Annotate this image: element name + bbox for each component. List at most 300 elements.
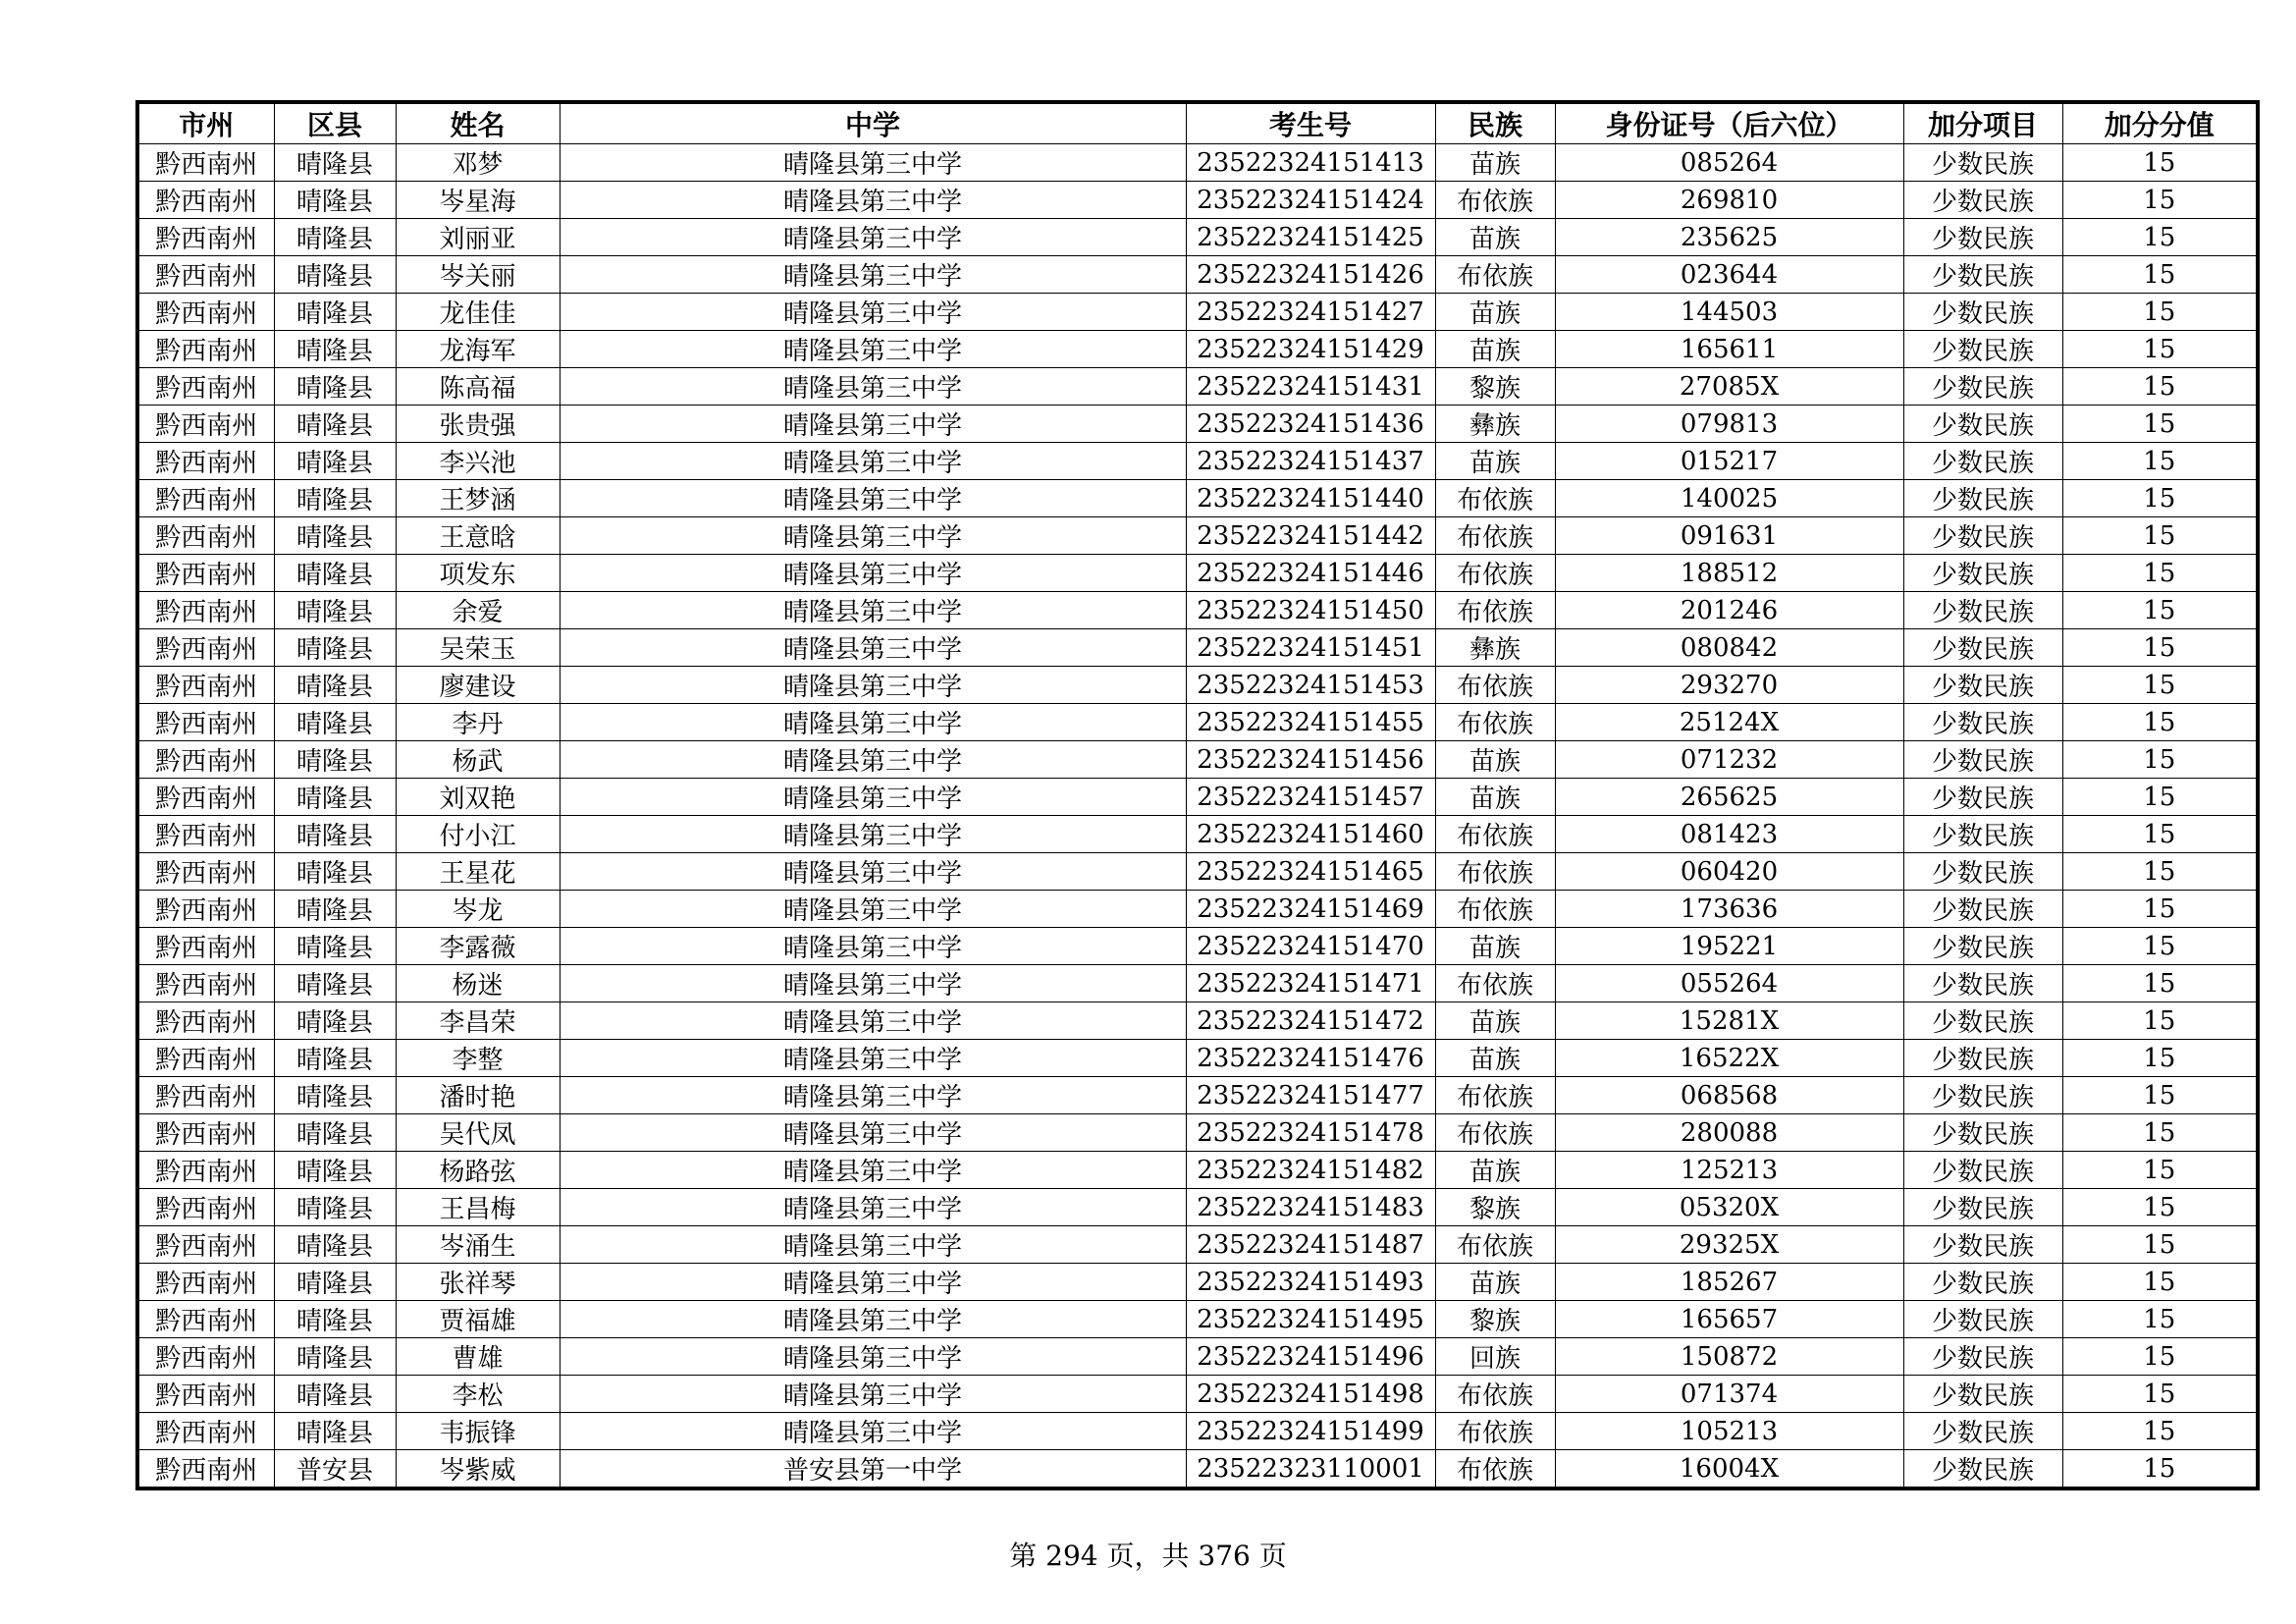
cell-bonus-item: 少数民族: [1903, 1152, 2062, 1189]
cell-city: 黔西南州: [137, 779, 274, 816]
cell-city: 黔西南州: [137, 1226, 274, 1264]
cell-ethnicity: 布依族: [1435, 1450, 1555, 1489]
cell-city: 黔西南州: [137, 741, 274, 779]
cell-county: 晴隆县: [274, 294, 396, 331]
cell-bonus-item: 少数民族: [1903, 853, 2062, 891]
cell-bonus-value: 15: [2062, 144, 2258, 182]
cell-bonus-item: 少数民族: [1903, 1376, 2062, 1413]
table-row: [137, 1226, 2258, 1264]
cell-bonus-value: 15: [2062, 1040, 2258, 1077]
cell-name: 吴荣玉: [396, 629, 560, 667]
cell-bonus-item: 少数民族: [1903, 1413, 2062, 1450]
cell-bonus-value: 15: [2062, 928, 2258, 965]
cell-id-suffix: 25124X: [1555, 704, 1903, 741]
cell-ethnicity: 回族: [1435, 1338, 1555, 1376]
cell-ethnicity: 布依族: [1435, 480, 1555, 517]
cell-bonus-item: 少数民族: [1903, 294, 2062, 331]
table-row: [137, 144, 2258, 182]
cell-id-suffix: 235625: [1555, 219, 1903, 256]
cell-bonus-value: 15: [2062, 480, 2258, 517]
cell-exam-number: 23522324151456: [1186, 741, 1435, 779]
cell-id-suffix: 29325X: [1555, 1226, 1903, 1264]
cell-exam-number: 23522324151499: [1186, 1413, 1435, 1450]
cell-bonus-value: 15: [2062, 741, 2258, 779]
cell-bonus-item: 少数民族: [1903, 704, 2062, 741]
cell-county: 晴隆县: [274, 891, 396, 928]
cell-name: 王星花: [396, 853, 560, 891]
cell-exam-number: 23522324151495: [1186, 1301, 1435, 1338]
cell-school: 晴隆县第三中学: [560, 1338, 1186, 1376]
cell-county: 晴隆县: [274, 779, 396, 816]
cell-county: 晴隆县: [274, 928, 396, 965]
cell-name: 岑紫威: [396, 1450, 560, 1489]
cell-exam-number: 23522324151482: [1186, 1152, 1435, 1189]
cell-bonus-value: 15: [2062, 1264, 2258, 1301]
cell-bonus-item: 少数民族: [1903, 517, 2062, 555]
cell-id-suffix: 188512: [1555, 555, 1903, 592]
cell-city: 黔西南州: [137, 368, 274, 406]
cell-id-suffix: 27085X: [1555, 368, 1903, 406]
cell-name: 龙佳佳: [396, 294, 560, 331]
cell-school: 晴隆县第三中学: [560, 928, 1186, 965]
cell-county: 普安县: [274, 1450, 396, 1489]
cell-bonus-value: 15: [2062, 965, 2258, 1002]
table-row: [137, 517, 2258, 555]
cell-ethnicity: 布依族: [1435, 1413, 1555, 1450]
cell-bonus-value: 15: [2062, 219, 2258, 256]
cell-exam-number: 23522324151493: [1186, 1264, 1435, 1301]
cell-ethnicity: 布依族: [1435, 1226, 1555, 1264]
cell-city: 黔西南州: [137, 816, 274, 853]
cell-city: 黔西南州: [137, 144, 274, 182]
cell-id-suffix: 071374: [1555, 1376, 1903, 1413]
cell-bonus-value: 15: [2062, 1152, 2258, 1189]
cell-bonus-item: 少数民族: [1903, 219, 2062, 256]
cell-bonus-value: 15: [2062, 667, 2258, 704]
cell-county: 晴隆县: [274, 1114, 396, 1152]
cell-id-suffix: 165611: [1555, 331, 1903, 368]
cell-county: 晴隆县: [274, 853, 396, 891]
cell-exam-number: 23522324151496: [1186, 1338, 1435, 1376]
table-row: [137, 294, 2258, 331]
cell-id-suffix: 16004X: [1555, 1450, 1903, 1489]
cell-id-suffix: 023644: [1555, 256, 1903, 294]
cell-county: 晴隆县: [274, 741, 396, 779]
cell-exam-number: 23522324151483: [1186, 1189, 1435, 1226]
table-row: [137, 331, 2258, 368]
cell-id-suffix: 293270: [1555, 667, 1903, 704]
cell-name: 刘双艳: [396, 779, 560, 816]
cell-id-suffix: 201246: [1555, 592, 1903, 629]
cell-city: 黔西南州: [137, 704, 274, 741]
cell-ethnicity: 苗族: [1435, 1152, 1555, 1189]
cell-name: 王梦涵: [396, 480, 560, 517]
cell-school: 晴隆县第三中学: [560, 1226, 1186, 1264]
cell-bonus-item: 少数民族: [1903, 144, 2062, 182]
cell-exam-number: 23522324151427: [1186, 294, 1435, 331]
cell-school: 晴隆县第三中学: [560, 1152, 1186, 1189]
cell-exam-number: 23522324151476: [1186, 1040, 1435, 1077]
cell-county: 晴隆县: [274, 1264, 396, 1301]
cell-bonus-value: 15: [2062, 592, 2258, 629]
cell-name: 杨迷: [396, 965, 560, 1002]
cell-city: 黔西南州: [137, 331, 274, 368]
cell-exam-number: 23522324151429: [1186, 331, 1435, 368]
table-row: [137, 928, 2258, 965]
cell-city: 黔西南州: [137, 1264, 274, 1301]
cell-bonus-value: 15: [2062, 1413, 2258, 1450]
cell-county: 晴隆县: [274, 219, 396, 256]
cell-exam-number: 23522324151465: [1186, 853, 1435, 891]
cell-school: 晴隆县第三中学: [560, 1114, 1186, 1152]
cell-name: 岑涌生: [396, 1226, 560, 1264]
cell-school: 晴隆县第三中学: [560, 779, 1186, 816]
cell-school: 晴隆县第三中学: [560, 406, 1186, 443]
cell-city: 黔西南州: [137, 1152, 274, 1189]
cell-school: 晴隆县第三中学: [560, 182, 1186, 219]
cell-name: 李兴池: [396, 443, 560, 480]
cell-id-suffix: 071232: [1555, 741, 1903, 779]
cell-name: 潘时艳: [396, 1077, 560, 1114]
cell-id-suffix: 079813: [1555, 406, 1903, 443]
cell-bonus-value: 15: [2062, 331, 2258, 368]
cell-exam-number: 23522324151472: [1186, 1002, 1435, 1040]
cell-ethnicity: 彝族: [1435, 629, 1555, 667]
cell-bonus-item: 少数民族: [1903, 1002, 2062, 1040]
cell-bonus-item: 少数民族: [1903, 1226, 2062, 1264]
cell-county: 晴隆县: [274, 1189, 396, 1226]
column-header-school: 中学: [560, 102, 1186, 144]
cell-school: 晴隆县第三中学: [560, 1264, 1186, 1301]
table-row: [137, 704, 2258, 741]
cell-bonus-item: 少数民族: [1903, 555, 2062, 592]
cell-ethnicity: 黎族: [1435, 1189, 1555, 1226]
table-row: [137, 219, 2258, 256]
cell-name: 王意晗: [396, 517, 560, 555]
cell-id-suffix: 140025: [1555, 480, 1903, 517]
cell-bonus-value: 15: [2062, 1338, 2258, 1376]
table-row: [137, 1264, 2258, 1301]
cell-school: 晴隆县第三中学: [560, 1376, 1186, 1413]
table-row: [137, 406, 2258, 443]
cell-city: 黔西南州: [137, 1338, 274, 1376]
cell-bonus-value: 15: [2062, 406, 2258, 443]
cell-exam-number: 23522324151450: [1186, 592, 1435, 629]
column-header-ethnicity: 民族: [1435, 102, 1555, 144]
cell-school: 晴隆县第三中学: [560, 741, 1186, 779]
cell-city: 黔西南州: [137, 1450, 274, 1489]
cell-id-suffix: 195221: [1555, 928, 1903, 965]
table-row: [137, 816, 2258, 853]
cell-city: 黔西南州: [137, 891, 274, 928]
cell-id-suffix: 080842: [1555, 629, 1903, 667]
cell-school: 晴隆县第三中学: [560, 816, 1186, 853]
cell-ethnicity: 苗族: [1435, 219, 1555, 256]
cell-name: 岑关丽: [396, 256, 560, 294]
cell-school: 晴隆县第三中学: [560, 667, 1186, 704]
cell-name: 李丹: [396, 704, 560, 741]
page-number: 第 294 页，共 376 页: [1009, 1540, 1287, 1572]
cell-exam-number: 23522324151453: [1186, 667, 1435, 704]
cell-exam-number: 23522324151477: [1186, 1077, 1435, 1114]
cell-city: 黔西南州: [137, 1301, 274, 1338]
cell-school: 晴隆县第三中学: [560, 256, 1186, 294]
cell-ethnicity: 布依族: [1435, 555, 1555, 592]
cell-id-suffix: 280088: [1555, 1114, 1903, 1152]
cell-exam-number: 23522324151460: [1186, 816, 1435, 853]
cell-school: 晴隆县第三中学: [560, 1189, 1186, 1226]
column-header-bonus-item: 加分项目: [1903, 102, 2062, 144]
cell-bonus-item: 少数民族: [1903, 667, 2062, 704]
cell-city: 黔西南州: [137, 256, 274, 294]
cell-county: 晴隆县: [274, 1226, 396, 1264]
cell-name: 贾福雄: [396, 1301, 560, 1338]
cell-ethnicity: 布依族: [1435, 592, 1555, 629]
cell-id-suffix: 265625: [1555, 779, 1903, 816]
cell-county: 晴隆县: [274, 1077, 396, 1114]
cell-county: 晴隆县: [274, 1002, 396, 1040]
cell-ethnicity: 苗族: [1435, 1002, 1555, 1040]
table-row: [137, 1338, 2258, 1376]
cell-county: 晴隆县: [274, 368, 396, 406]
cell-bonus-item: 少数民族: [1903, 779, 2062, 816]
cell-exam-number: 23522324151487: [1186, 1226, 1435, 1264]
cell-ethnicity: 黎族: [1435, 368, 1555, 406]
cell-exam-number: 23522324151457: [1186, 779, 1435, 816]
cell-bonus-item: 少数民族: [1903, 1189, 2062, 1226]
cell-id-suffix: 091631: [1555, 517, 1903, 555]
cell-school: 晴隆县第三中学: [560, 219, 1186, 256]
cell-school: 晴隆县第三中学: [560, 294, 1186, 331]
column-header-name: 姓名: [396, 102, 560, 144]
cell-county: 晴隆县: [274, 555, 396, 592]
cell-bonus-value: 15: [2062, 816, 2258, 853]
cell-ethnicity: 苗族: [1435, 779, 1555, 816]
cell-exam-number: 23522324151471: [1186, 965, 1435, 1002]
table-row: [137, 853, 2258, 891]
cell-ethnicity: 布依族: [1435, 704, 1555, 741]
column-header-county: 区县: [274, 102, 396, 144]
cell-city: 黔西南州: [137, 219, 274, 256]
cell-ethnicity: 布依族: [1435, 816, 1555, 853]
table-row: [137, 592, 2258, 629]
cell-id-suffix: 085264: [1555, 144, 1903, 182]
cell-city: 黔西南州: [137, 1040, 274, 1077]
cell-ethnicity: 苗族: [1435, 144, 1555, 182]
cell-name: 项发东: [396, 555, 560, 592]
cell-exam-number: 23522324151498: [1186, 1376, 1435, 1413]
cell-name: 杨路弦: [396, 1152, 560, 1189]
cell-exam-number: 23522324151437: [1186, 443, 1435, 480]
cell-name: 龙海军: [396, 331, 560, 368]
cell-bonus-value: 15: [2062, 779, 2258, 816]
cell-id-suffix: 269810: [1555, 182, 1903, 219]
cell-city: 黔西南州: [137, 1413, 274, 1450]
cell-exam-number: 23522324151425: [1186, 219, 1435, 256]
cell-city: 黔西南州: [137, 592, 274, 629]
cell-bonus-item: 少数民族: [1903, 629, 2062, 667]
cell-ethnicity: 黎族: [1435, 1301, 1555, 1338]
cell-city: 黔西南州: [137, 406, 274, 443]
cell-city: 黔西南州: [137, 443, 274, 480]
table-row: [137, 965, 2258, 1002]
cell-id-suffix: 165657: [1555, 1301, 1903, 1338]
cell-name: 李整: [396, 1040, 560, 1077]
cell-county: 晴隆县: [274, 144, 396, 182]
cell-county: 晴隆县: [274, 1413, 396, 1450]
cell-id-suffix: 185267: [1555, 1264, 1903, 1301]
cell-bonus-value: 15: [2062, 704, 2258, 741]
cell-city: 黔西南州: [137, 1002, 274, 1040]
cell-school: 晴隆县第三中学: [560, 891, 1186, 928]
cell-ethnicity: 苗族: [1435, 1264, 1555, 1301]
table-row: [137, 1002, 2258, 1040]
cell-county: 晴隆县: [274, 965, 396, 1002]
cell-name: 韦振锋: [396, 1413, 560, 1450]
cell-bonus-value: 15: [2062, 182, 2258, 219]
cell-county: 晴隆县: [274, 592, 396, 629]
table-row: [137, 443, 2258, 480]
cell-city: 黔西南州: [137, 1114, 274, 1152]
cell-bonus-item: 少数民族: [1903, 331, 2062, 368]
cell-county: 晴隆县: [274, 1301, 396, 1338]
cell-school: 晴隆县第三中学: [560, 965, 1186, 1002]
table-row: [137, 1376, 2258, 1413]
cell-bonus-value: 15: [2062, 368, 2258, 406]
cell-bonus-item: 少数民族: [1903, 1077, 2062, 1114]
cell-city: 黔西南州: [137, 517, 274, 555]
table-row: [137, 1450, 2258, 1489]
cell-exam-number: 23522324151431: [1186, 368, 1435, 406]
cell-school: 晴隆县第三中学: [560, 555, 1186, 592]
table-row: [137, 741, 2258, 779]
table-row: [137, 1301, 2258, 1338]
bonus-points-table: [135, 100, 2260, 1490]
cell-city: 黔西南州: [137, 480, 274, 517]
cell-county: 晴隆县: [274, 1040, 396, 1077]
cell-ethnicity: 布依族: [1435, 256, 1555, 294]
cell-exam-number: 23522324151440: [1186, 480, 1435, 517]
cell-school: 晴隆县第三中学: [560, 704, 1186, 741]
cell-id-suffix: 16522X: [1555, 1040, 1903, 1077]
table-row: [137, 1077, 2258, 1114]
cell-school: 晴隆县第三中学: [560, 517, 1186, 555]
cell-bonus-item: 少数民族: [1903, 480, 2062, 517]
cell-exam-number: 23522324151446: [1186, 555, 1435, 592]
table-row: [137, 667, 2258, 704]
cell-school: 晴隆县第三中学: [560, 592, 1186, 629]
cell-school: 晴隆县第三中学: [560, 443, 1186, 480]
cell-bonus-value: 15: [2062, 256, 2258, 294]
cell-county: 晴隆县: [274, 331, 396, 368]
cell-bonus-item: 少数民族: [1903, 965, 2062, 1002]
cell-bonus-value: 15: [2062, 555, 2258, 592]
cell-school: 晴隆县第三中学: [560, 853, 1186, 891]
cell-id-suffix: 144503: [1555, 294, 1903, 331]
cell-name: 陈高福: [396, 368, 560, 406]
cell-bonus-value: 15: [2062, 1002, 2258, 1040]
cell-id-suffix: 15281X: [1555, 1002, 1903, 1040]
table-row: [137, 1114, 2258, 1152]
cell-county: 晴隆县: [274, 443, 396, 480]
cell-ethnicity: 苗族: [1435, 294, 1555, 331]
column-header-exam-number: 考生号: [1186, 102, 1435, 144]
cell-name: 李昌荣: [396, 1002, 560, 1040]
cell-city: 黔西南州: [137, 853, 274, 891]
cell-city: 黔西南州: [137, 294, 274, 331]
cell-city: 黔西南州: [137, 965, 274, 1002]
cell-city: 黔西南州: [137, 182, 274, 219]
cell-name: 杨武: [396, 741, 560, 779]
cell-id-suffix: 068568: [1555, 1077, 1903, 1114]
table-header-row: [137, 102, 2258, 144]
cell-id-suffix: 060420: [1555, 853, 1903, 891]
cell-city: 黔西南州: [137, 1077, 274, 1114]
cell-ethnicity: 布依族: [1435, 1376, 1555, 1413]
cell-ethnicity: 布依族: [1435, 517, 1555, 555]
cell-bonus-item: 少数民族: [1903, 816, 2062, 853]
cell-city: 黔西南州: [137, 629, 274, 667]
cell-bonus-item: 少数民族: [1903, 1264, 2062, 1301]
cell-bonus-item: 少数民族: [1903, 592, 2062, 629]
cell-city: 黔西南州: [137, 928, 274, 965]
cell-school: 晴隆县第三中学: [560, 629, 1186, 667]
cell-school: 晴隆县第三中学: [560, 144, 1186, 182]
cell-name: 岑龙: [396, 891, 560, 928]
cell-ethnicity: 苗族: [1435, 443, 1555, 480]
cell-name: 廖建设: [396, 667, 560, 704]
table-row: [137, 555, 2258, 592]
table-body: [137, 144, 2258, 1489]
cell-bonus-item: 少数民族: [1903, 891, 2062, 928]
cell-school: 晴隆县第三中学: [560, 1002, 1186, 1040]
cell-id-suffix: 055264: [1555, 965, 1903, 1002]
cell-bonus-item: 少数民族: [1903, 368, 2062, 406]
table-row: [137, 1152, 2258, 1189]
table-row: [137, 779, 2258, 816]
cell-county: 晴隆县: [274, 480, 396, 517]
cell-name: 张贵强: [396, 406, 560, 443]
cell-ethnicity: 苗族: [1435, 928, 1555, 965]
column-header-id-suffix: 身份证号（后六位）: [1555, 102, 1903, 144]
cell-exam-number: 23522323110001: [1186, 1450, 1435, 1489]
cell-bonus-item: 少数民族: [1903, 1040, 2062, 1077]
cell-school: 晴隆县第三中学: [560, 1301, 1186, 1338]
cell-name: 岑星海: [396, 182, 560, 219]
cell-school: 晴隆县第三中学: [560, 1040, 1186, 1077]
table-row: [137, 1189, 2258, 1226]
cell-ethnicity: 苗族: [1435, 1040, 1555, 1077]
cell-exam-number: 23522324151426: [1186, 256, 1435, 294]
cell-id-suffix: 105213: [1555, 1413, 1903, 1450]
cell-ethnicity: 苗族: [1435, 741, 1555, 779]
cell-bonus-value: 15: [2062, 1226, 2258, 1264]
cell-county: 晴隆县: [274, 629, 396, 667]
cell-bonus-item: 少数民族: [1903, 928, 2062, 965]
cell-bonus-value: 15: [2062, 1376, 2258, 1413]
table-row: [137, 891, 2258, 928]
cell-county: 晴隆县: [274, 406, 396, 443]
cell-county: 晴隆县: [274, 256, 396, 294]
cell-bonus-item: 少数民族: [1903, 443, 2062, 480]
table-row: [137, 629, 2258, 667]
cell-exam-number: 23522324151442: [1186, 517, 1435, 555]
cell-bonus-item: 少数民族: [1903, 406, 2062, 443]
cell-bonus-item: 少数民族: [1903, 1301, 2062, 1338]
cell-id-suffix: 173636: [1555, 891, 1903, 928]
table-row: [137, 182, 2258, 219]
table-row: [137, 256, 2258, 294]
